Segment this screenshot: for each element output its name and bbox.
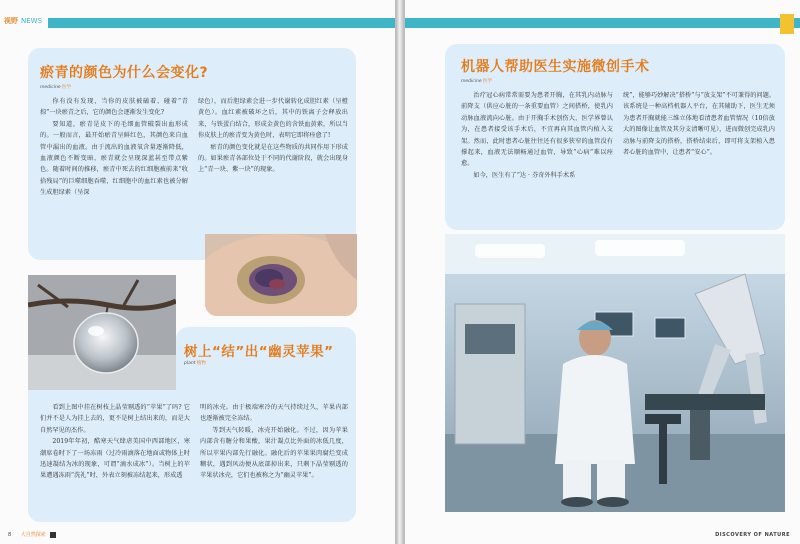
paragraph: 治疗冠心病常常需要为患者开胸，在其乳内动脉与前降支（供应心脏的一条重要血管）之间搭桥，使乳内动脉血液流向心脏。由于开胸手术创伤大，医学界曾认为，在患者接受该手术后，不宜再向其血管内植入支架。然而，此时患者心脏往往还有很多狭窄的血管没有撑起来，血液无法顺畅通过血管，导致“心病”难以痊愈。	[461, 92, 613, 168]
header-bar	[0, 18, 396, 28]
ghost-apple-article-col1	[40, 402, 190, 482]
title-part: 树上	[184, 344, 212, 360]
category-en: plant	[184, 361, 196, 366]
page-number: 8	[8, 532, 12, 538]
page-gutter	[396, 0, 404, 544]
robot-article-category	[461, 78, 492, 84]
category-cn: 医学	[62, 85, 72, 90]
ice-apple-illustration	[28, 275, 176, 390]
paragraph: 2019年年初，酷寒天气肆虐美国中西部地区，寒潮席卷时下了一场冻雨（过冷雨滴落在地面或物体上时迅速凝结为冰的现象，可谓“滴水成冰”）。当树上的苹果遭遇冻雨“洗礼”时，外表立刻被冻结起来，形成透	[40, 438, 190, 480]
surgical-robot-illustration	[445, 234, 785, 512]
title-part: “结”	[212, 344, 245, 360]
paragraph: 明的冰壳。由于极端寒冷的天气持续过久，苹果内部也逐渐被完全冻结。	[200, 404, 348, 423]
paragraph: 你有没有发现，当你的皮肤被磕着、碰着“青掠”一块瘀青之后，它的颜色会逐渐发生变化?	[40, 98, 188, 117]
paragraph: 要知道，瘀青是皮下的毛细血管破裂出血形成的。一般而言，最开始瘀青呈鲜红色，其颜色来自血管中漏出的血液。由于流出的血液氧含量逐渐降低，血液颜色不断变暗，瘀青就会呈现深蓝甚至带点紫色。随着时间的推移，瘀青中死去的红细胞被前来“收拾残局”的巨噬细胞吞噬，红细胞中的血红素也被分解生成胆绿素（呈深	[40, 120, 188, 197]
category-en: medicine	[461, 79, 482, 84]
section-tag	[0, 13, 48, 31]
paragraph: 看到上图中挂在树枝上晶莹剔透的“苹果”了吗? 它们并不是人为挂上去的，更不是树上结出来的，而是大自然罕见的杰作。	[40, 404, 190, 434]
category-cn: 植物	[196, 361, 206, 366]
bruise-article-col1	[40, 96, 188, 199]
section-label: 视野	[4, 17, 18, 25]
ghost-apple-article-col2	[200, 402, 348, 482]
ghost-apple-article-category	[184, 360, 206, 366]
footer-square	[50, 532, 56, 538]
robot-article-col2	[623, 90, 775, 158]
magazine-name-en: DISCOVERY OF NATURE	[715, 532, 790, 538]
paragraph: 瘀青的颜色变化就是在这些物质的共同作用下形成的。如果瘀青各部位处于不同的代谢阶段，就会出现身上“青一块、紫一块”的现象。	[198, 143, 348, 174]
ghost-apple-photo	[28, 275, 176, 390]
robot-surgery-photo	[445, 234, 785, 512]
category-en: medicine	[40, 85, 61, 90]
right-page	[404, 0, 800, 544]
bruised-knee-illustration	[205, 234, 357, 316]
paragraph: 绿色），而后胆绿素会进一步代谢转化成胆红素（呈橙黄色）。血红素被破坏之后，其中的铁离子会释放出来，与铁蛋白结合，形成金黄色的含铁血黄素，所以当你皮肤上的瘀青变为黄色时，表明它即将痊愈了!	[198, 98, 348, 140]
paragraph: 等到天气转暖，冰壳开始融化。不过，因为苹果内部含有糖分和果酸，果汁凝点比外面的冰低几度，所以苹果内部先行融化。融化后的苹果果肉腐烂变成糊状，遇到风动便从底部掉出来，只剩下晶莹剔透的苹果状冰壳，它们也被称之为“幽灵苹果”。	[200, 426, 348, 480]
title-part: “幽灵苹果”	[258, 344, 334, 360]
left-footer	[8, 531, 56, 538]
right-footer	[715, 532, 790, 538]
bruise-article-category	[40, 84, 71, 90]
bruise-article-title: 瘀青的颜色为什么会变化?	[40, 65, 209, 81]
left-page	[0, 0, 396, 544]
title-part: 出	[244, 344, 259, 360]
ghost-apple-article-title	[184, 340, 334, 360]
paragraph: 统”，能够巧妙解决“搭桥”与“放支架”不可兼得的问题。该系统是一种高档机器人平台，在其辅助下，医生无须为患者开胸就能三维立体地看清患者血管情况（10倍放大的图像让血管及其分支清晰可见），进而微创完成乳内动脉与前降支的搭桥，搭桥结束后，即可将支架植入患者心脏的血管中，让患者“安心”。	[623, 92, 775, 157]
bruise-article-col2	[198, 96, 348, 176]
section-label-en: NEWS	[21, 17, 43, 25]
robot-article-title: 机器人帮助医生实施微创手术	[461, 59, 650, 75]
bruise-photo	[205, 234, 357, 316]
page-tab-marker	[780, 14, 794, 34]
header-bar	[405, 18, 800, 28]
robot-article-col1	[461, 90, 613, 181]
paragraph: 如今，医生有了“达 · 芬奇外科手术系	[473, 171, 576, 179]
category-cn: 医学	[483, 79, 493, 84]
magazine-name: 大自然探索	[20, 532, 46, 538]
